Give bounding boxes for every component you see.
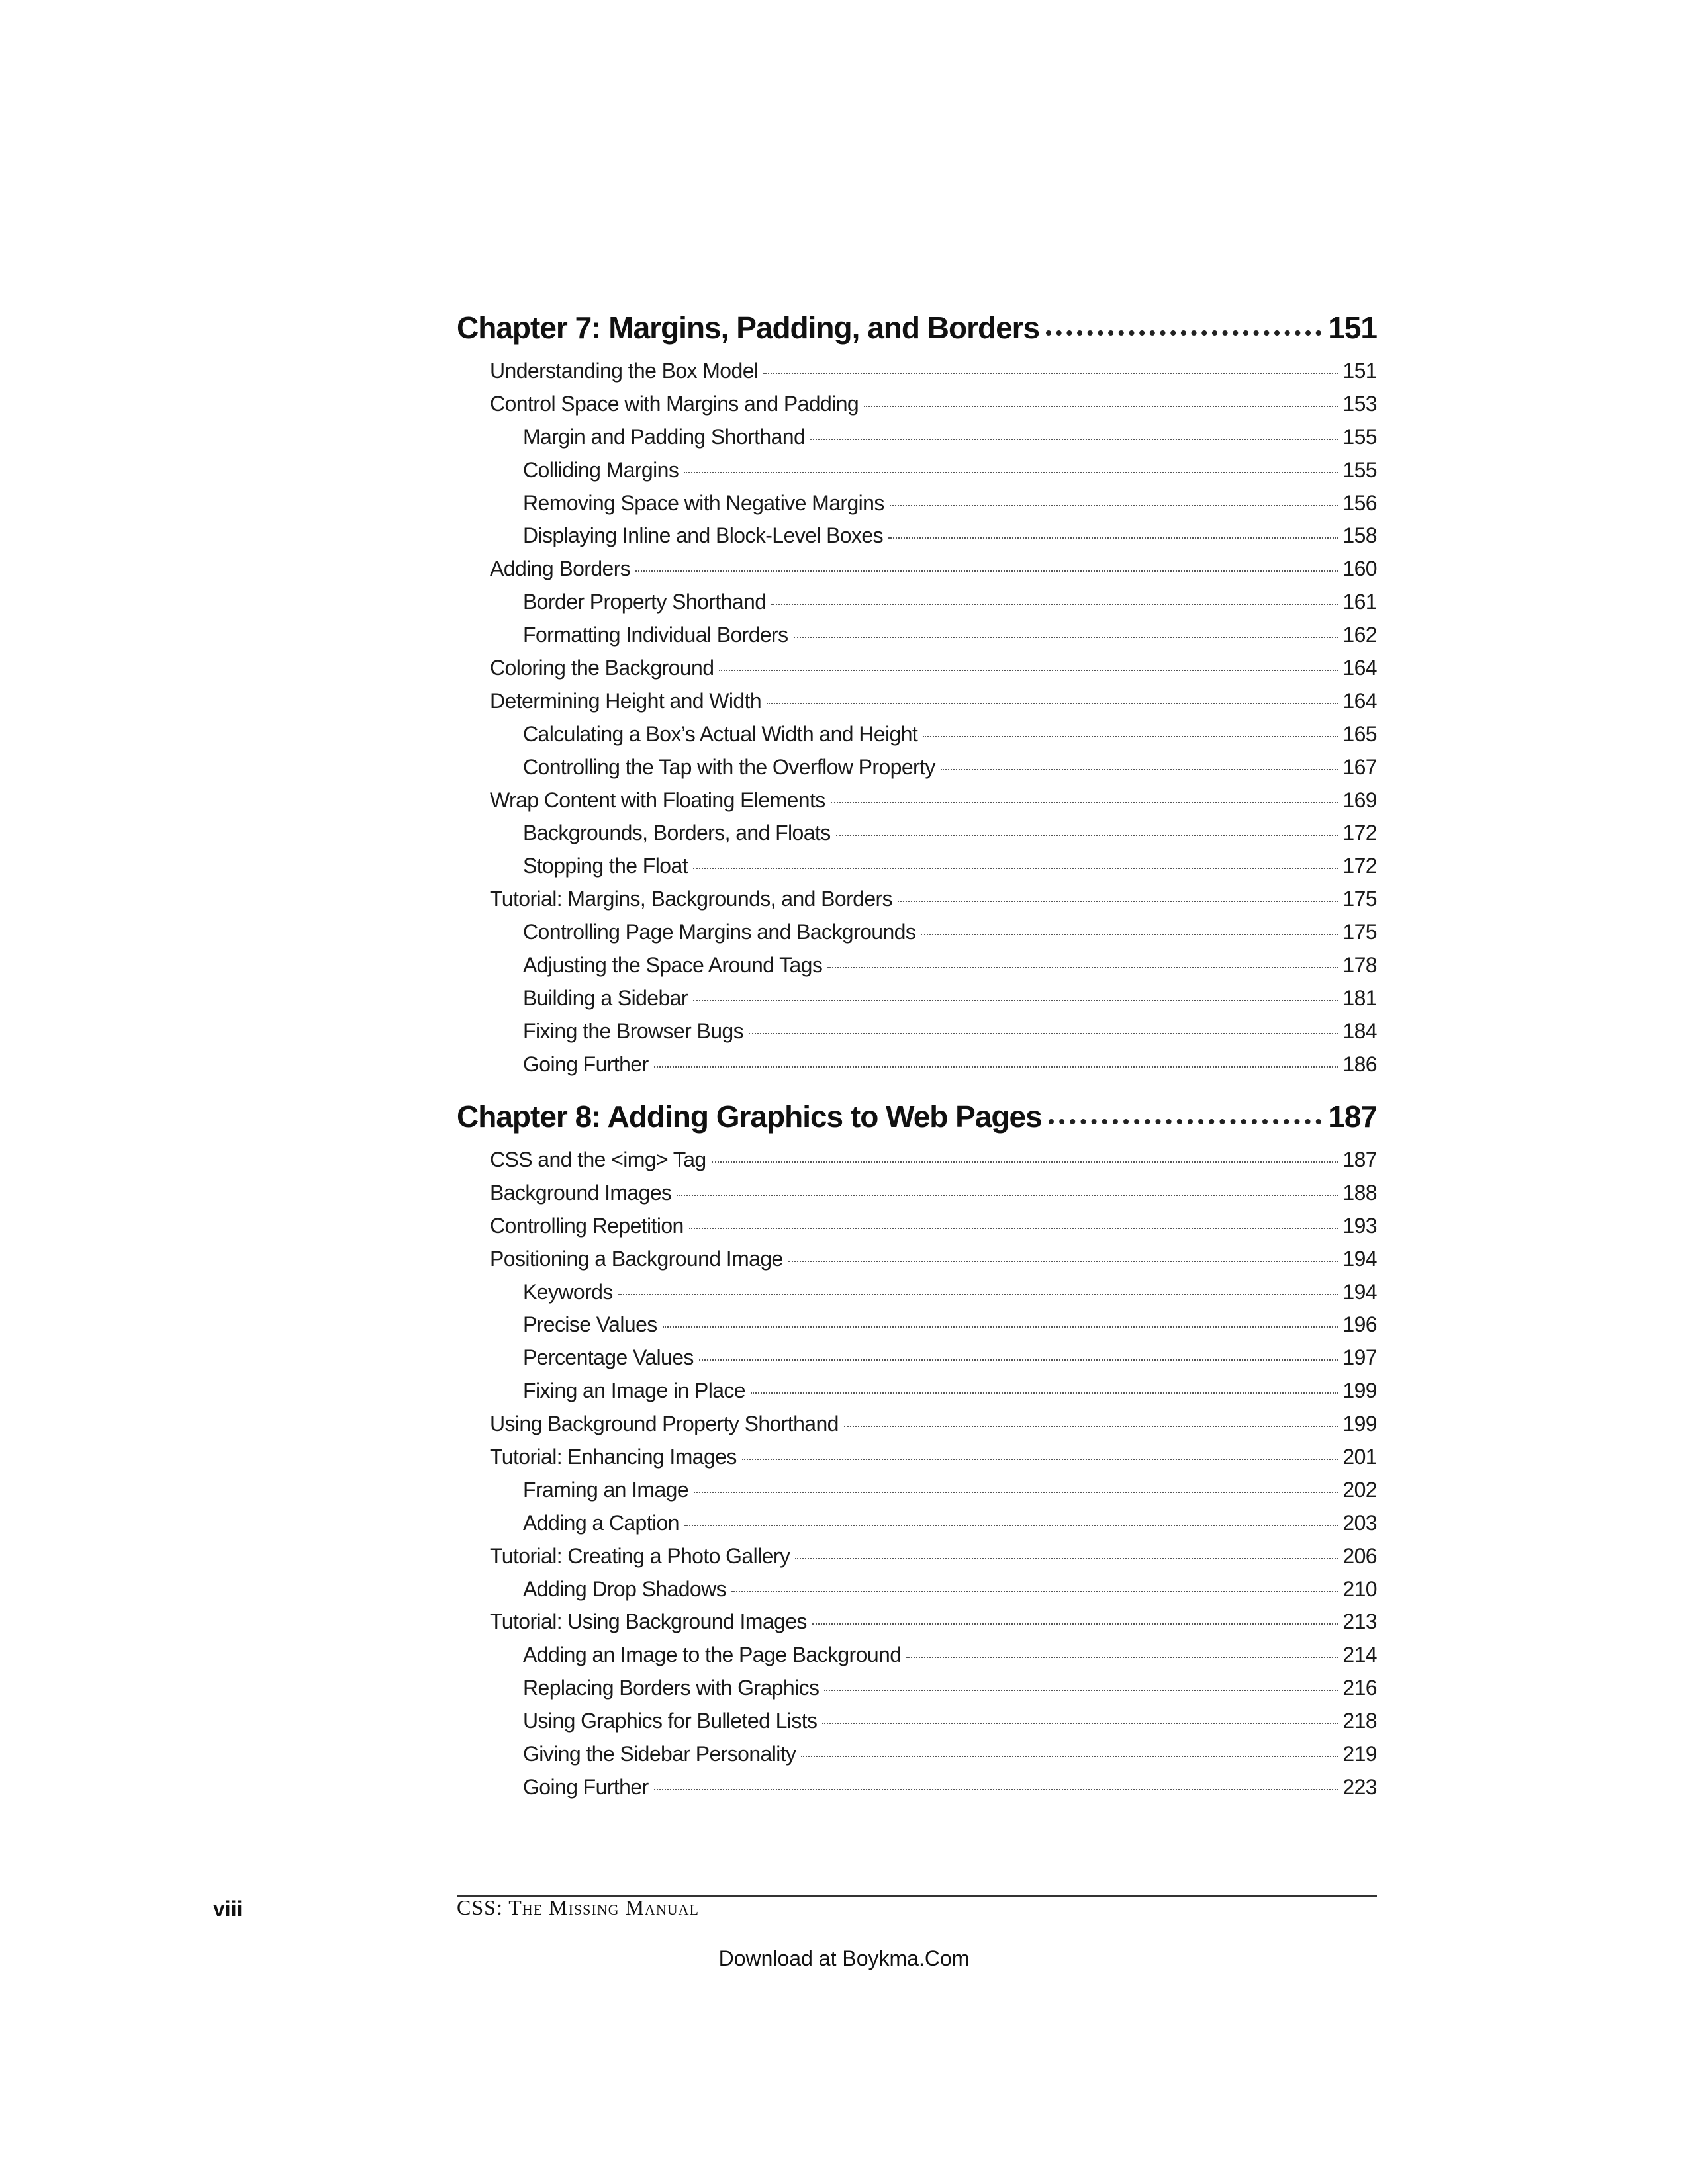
dot-leader bbox=[742, 1459, 1339, 1460]
dot-leader bbox=[677, 1195, 1338, 1196]
entry-page-number: 184 bbox=[1342, 1019, 1377, 1043]
entry-title: Formatting Individual Borders bbox=[523, 623, 788, 647]
toc-entry[interactable] bbox=[457, 1312, 1377, 1345]
entry-title: Coloring the Background bbox=[490, 656, 714, 680]
entry-page-number: 160 bbox=[1342, 557, 1377, 581]
entry-page-number: 172 bbox=[1342, 854, 1377, 878]
entry-title: Going Further bbox=[523, 1774, 649, 1799]
entry-title: Framing an Image bbox=[523, 1477, 689, 1502]
entry-title: Keywords bbox=[523, 1279, 613, 1304]
toc-entry[interactable] bbox=[457, 1775, 1377, 1808]
entry-page-number: 194 bbox=[1342, 1246, 1377, 1271]
dot-leader bbox=[864, 406, 1338, 407]
entry-title: Adding a Caption bbox=[523, 1510, 679, 1535]
entry-page-number: 162 bbox=[1342, 623, 1377, 647]
entry-page-number: 181 bbox=[1342, 985, 1377, 1010]
entry-title: Removing Space with Negative Margins bbox=[523, 490, 884, 515]
toc-entry[interactable] bbox=[457, 986, 1377, 1019]
entry-title: Stopping the Float bbox=[523, 854, 688, 878]
toc-entry[interactable] bbox=[457, 590, 1377, 623]
dot-leader bbox=[684, 1525, 1338, 1526]
chapter-title: Chapter 7: Margins, Padding, and Borders bbox=[457, 310, 1040, 345]
entry-page-number: 223 bbox=[1342, 1774, 1377, 1799]
toc-entry[interactable] bbox=[457, 1610, 1377, 1643]
toc-entry[interactable] bbox=[457, 557, 1377, 590]
dot-leader bbox=[822, 1723, 1338, 1724]
dot-leader bbox=[888, 537, 1338, 539]
entry-page-number: 164 bbox=[1342, 656, 1377, 680]
entry-page-number: 203 bbox=[1342, 1510, 1377, 1535]
toc-entry[interactable] bbox=[457, 1544, 1377, 1577]
dot-leader bbox=[767, 703, 1338, 704]
entry-page-number: 155 bbox=[1342, 457, 1377, 482]
dot-leader bbox=[694, 1492, 1338, 1493]
entry-page-number: 151 bbox=[1342, 359, 1377, 383]
toc-entry[interactable] bbox=[457, 887, 1377, 920]
entry-title: Determining Height and Width bbox=[490, 688, 762, 713]
toc-entry[interactable] bbox=[457, 458, 1377, 491]
entry-page-number: 186 bbox=[1342, 1052, 1377, 1076]
toc-entry[interactable] bbox=[457, 722, 1377, 755]
toc-entry[interactable] bbox=[457, 755, 1377, 788]
entry-title: Adding Borders bbox=[490, 557, 631, 581]
dot-leader bbox=[663, 1326, 1339, 1328]
entry-page-number: 175 bbox=[1342, 887, 1377, 911]
chapter-page-number: 187 bbox=[1328, 1099, 1377, 1134]
toc-entry[interactable] bbox=[457, 1345, 1377, 1379]
dot-leader bbox=[844, 1426, 1339, 1427]
dot-leader bbox=[890, 505, 1339, 506]
toc-chapter-8 bbox=[457, 1099, 1377, 1808]
entry-page-number: 218 bbox=[1342, 1709, 1377, 1733]
dot-leader bbox=[831, 802, 1339, 803]
dot-leader bbox=[771, 604, 1338, 605]
entry-page-number: 216 bbox=[1342, 1676, 1377, 1700]
entry-title: Building a Sidebar bbox=[523, 985, 688, 1010]
toc-entry[interactable] bbox=[457, 920, 1377, 953]
entry-title: Using Graphics for Bulleted Lists bbox=[523, 1709, 818, 1733]
toc-entry[interactable] bbox=[457, 359, 1377, 392]
entry-title: Calculating a Box’s Actual Width and Height bbox=[523, 721, 918, 746]
toc-entry[interactable] bbox=[457, 1709, 1377, 1742]
dot-leader bbox=[693, 868, 1338, 869]
chapter-page-number: 151 bbox=[1328, 310, 1377, 345]
toc-entry[interactable] bbox=[457, 1247, 1377, 1280]
toc-entry[interactable] bbox=[457, 1214, 1377, 1247]
entry-page-number: 172 bbox=[1342, 821, 1377, 845]
dot-leader bbox=[719, 670, 1338, 671]
entry-page-number: 193 bbox=[1342, 1213, 1377, 1238]
dot-leader bbox=[906, 1657, 1338, 1658]
toc-entry[interactable] bbox=[457, 1052, 1377, 1085]
dot-leader bbox=[693, 1000, 1338, 1001]
dot-leader bbox=[795, 1558, 1338, 1559]
dot-leader bbox=[763, 373, 1338, 374]
entry-page-number: 213 bbox=[1342, 1610, 1377, 1634]
toc-entry[interactable] bbox=[457, 1148, 1377, 1181]
entry-page-number: 155 bbox=[1342, 424, 1377, 449]
entry-title: Margin and Padding Shorthand bbox=[523, 424, 806, 449]
entry-title: Tutorial: Creating a Photo Gallery bbox=[490, 1543, 790, 1568]
toc-entry[interactable] bbox=[457, 821, 1377, 854]
dot-leader bbox=[689, 1228, 1339, 1229]
entry-title: Controlling Repetition bbox=[490, 1213, 684, 1238]
entry-title: Colliding Margins bbox=[523, 457, 679, 482]
entry-page-number: 197 bbox=[1342, 1345, 1377, 1370]
toc-entry[interactable] bbox=[457, 656, 1377, 689]
entry-page-number: 175 bbox=[1342, 920, 1377, 944]
entry-page-number: 199 bbox=[1342, 1379, 1377, 1403]
entry-page-number: 201 bbox=[1342, 1445, 1377, 1469]
toc-entry[interactable] bbox=[457, 953, 1377, 986]
toc-entry[interactable] bbox=[457, 425, 1377, 458]
running-title: CSS: The Missing Manual bbox=[457, 1895, 699, 1919]
toc-entry[interactable] bbox=[457, 689, 1377, 722]
dot-leader bbox=[824, 1690, 1338, 1691]
entry-title: Tutorial: Using Background Images bbox=[490, 1610, 807, 1634]
dot-leader bbox=[654, 1066, 1339, 1068]
entry-page-number: 199 bbox=[1342, 1412, 1377, 1436]
toc-entry[interactable] bbox=[457, 1019, 1377, 1052]
entry-page-number: 187 bbox=[1342, 1148, 1377, 1171]
entry-page-number: 164 bbox=[1342, 688, 1377, 713]
entry-title: CSS and the <img> Tag bbox=[490, 1148, 706, 1171]
entry-title: Adding an Image to the Page Background bbox=[523, 1643, 902, 1667]
entry-title: Wrap Content with Floating Elements bbox=[490, 788, 825, 812]
entry-page-number: 194 bbox=[1342, 1279, 1377, 1304]
entry-page-number: 206 bbox=[1342, 1543, 1377, 1568]
toc-entry[interactable] bbox=[457, 1280, 1377, 1313]
entry-title: Precise Values bbox=[523, 1312, 657, 1337]
dot-leader bbox=[1046, 330, 1321, 336]
dot-leader bbox=[794, 637, 1339, 638]
entry-title: Understanding the Box Model bbox=[490, 359, 759, 383]
dot-leader bbox=[810, 439, 1338, 440]
chapter-heading[interactable] bbox=[457, 1099, 1377, 1148]
toc-entry[interactable] bbox=[457, 523, 1377, 557]
entry-title: Control Space with Margins and Padding bbox=[490, 391, 859, 416]
entry-title: Replacing Borders with Graphics bbox=[523, 1676, 820, 1700]
toc-entry[interactable] bbox=[457, 1742, 1377, 1775]
entry-title: Fixing an Image in Place bbox=[523, 1379, 746, 1403]
dot-leader bbox=[1049, 1119, 1322, 1124]
entry-title: Border Property Shorthand bbox=[523, 590, 767, 614]
dot-leader bbox=[836, 835, 1339, 836]
toc-entry[interactable] bbox=[457, 1676, 1377, 1709]
chapter-heading[interactable] bbox=[457, 310, 1377, 359]
entry-page-number: 188 bbox=[1342, 1180, 1377, 1205]
dot-leader bbox=[618, 1294, 1339, 1295]
entry-title: Using Background Property Shorthand bbox=[490, 1412, 839, 1436]
entry-title: Background Images bbox=[490, 1180, 672, 1205]
entry-page-number: 196 bbox=[1342, 1312, 1377, 1337]
entry-title: Adjusting the Space Around Tags bbox=[523, 953, 823, 978]
dot-leader bbox=[712, 1161, 1339, 1163]
toc-entry[interactable] bbox=[457, 623, 1377, 656]
toc-chapter-7 bbox=[457, 310, 1377, 1085]
entry-title: Controlling Page Margins and Backgrounds bbox=[523, 920, 916, 944]
toc-entry[interactable] bbox=[457, 1445, 1377, 1478]
entry-title: Backgrounds, Borders, and Floats bbox=[523, 821, 831, 845]
dot-leader bbox=[941, 769, 1339, 770]
dot-leader bbox=[898, 901, 1338, 902]
toc-entry[interactable] bbox=[457, 1643, 1377, 1676]
toc-entry[interactable] bbox=[457, 1412, 1377, 1445]
entry-page-number: 156 bbox=[1342, 490, 1377, 515]
entry-page-number: 219 bbox=[1342, 1742, 1377, 1766]
entry-title: Positioning a Background Image bbox=[490, 1246, 783, 1271]
entry-title: Tutorial: Margins, Backgrounds, and Borders bbox=[490, 887, 892, 911]
entry-title: Giving the Sidebar Personality bbox=[523, 1742, 796, 1766]
dot-leader bbox=[654, 1789, 1339, 1790]
toc-entry[interactable] bbox=[457, 392, 1377, 425]
entry-page-number: 153 bbox=[1342, 391, 1377, 416]
dot-leader bbox=[827, 967, 1338, 968]
entry-title: Displaying Inline and Block-Level Boxes bbox=[523, 523, 884, 548]
entry-page-number: 165 bbox=[1342, 721, 1377, 746]
entry-title: Going Further bbox=[523, 1052, 649, 1076]
entry-page-number: 167 bbox=[1342, 754, 1377, 779]
dot-leader bbox=[635, 570, 1338, 572]
dot-leader bbox=[699, 1359, 1339, 1361]
toc-entry[interactable] bbox=[457, 1181, 1377, 1214]
page-folio: viii bbox=[213, 1897, 243, 1921]
dot-leader bbox=[788, 1261, 1339, 1262]
entry-title: Tutorial: Enhancing Images bbox=[490, 1445, 737, 1469]
dot-leader bbox=[921, 934, 1338, 935]
entry-page-number: 161 bbox=[1342, 590, 1377, 614]
entry-page-number: 178 bbox=[1342, 953, 1377, 978]
dot-leader bbox=[801, 1756, 1338, 1757]
toc-entry[interactable] bbox=[457, 854, 1377, 887]
chapter-title: Chapter 8: Adding Graphics to Web Pages bbox=[457, 1099, 1042, 1134]
entry-title: Fixing the Browser Bugs bbox=[523, 1019, 744, 1043]
entry-page-number: 214 bbox=[1342, 1643, 1377, 1667]
entry-page-number: 210 bbox=[1342, 1576, 1377, 1601]
toc-entry[interactable] bbox=[457, 491, 1377, 524]
toc-entry[interactable] bbox=[457, 1379, 1377, 1412]
toc-entry[interactable] bbox=[457, 1577, 1377, 1610]
download-note: Download at Boykma.Com bbox=[718, 1946, 970, 1970]
entry-page-number: 158 bbox=[1342, 523, 1377, 548]
toc-entry[interactable] bbox=[457, 788, 1377, 821]
dot-leader bbox=[731, 1591, 1338, 1592]
dot-leader bbox=[812, 1623, 1339, 1625]
entry-title: Controlling the Tap with the Overflow Property bbox=[523, 754, 935, 779]
entry-title: Percentage Values bbox=[523, 1345, 694, 1370]
entry-title: Adding Drop Shadows bbox=[523, 1576, 727, 1601]
dot-leader bbox=[923, 736, 1338, 737]
toc-entry[interactable] bbox=[457, 1511, 1377, 1544]
entry-page-number: 169 bbox=[1342, 788, 1377, 812]
dot-leader bbox=[684, 472, 1338, 473]
entry-page-number: 202 bbox=[1342, 1477, 1377, 1502]
toc-entry[interactable] bbox=[457, 1478, 1377, 1511]
dot-leader bbox=[751, 1392, 1338, 1394]
dot-leader bbox=[749, 1033, 1338, 1034]
